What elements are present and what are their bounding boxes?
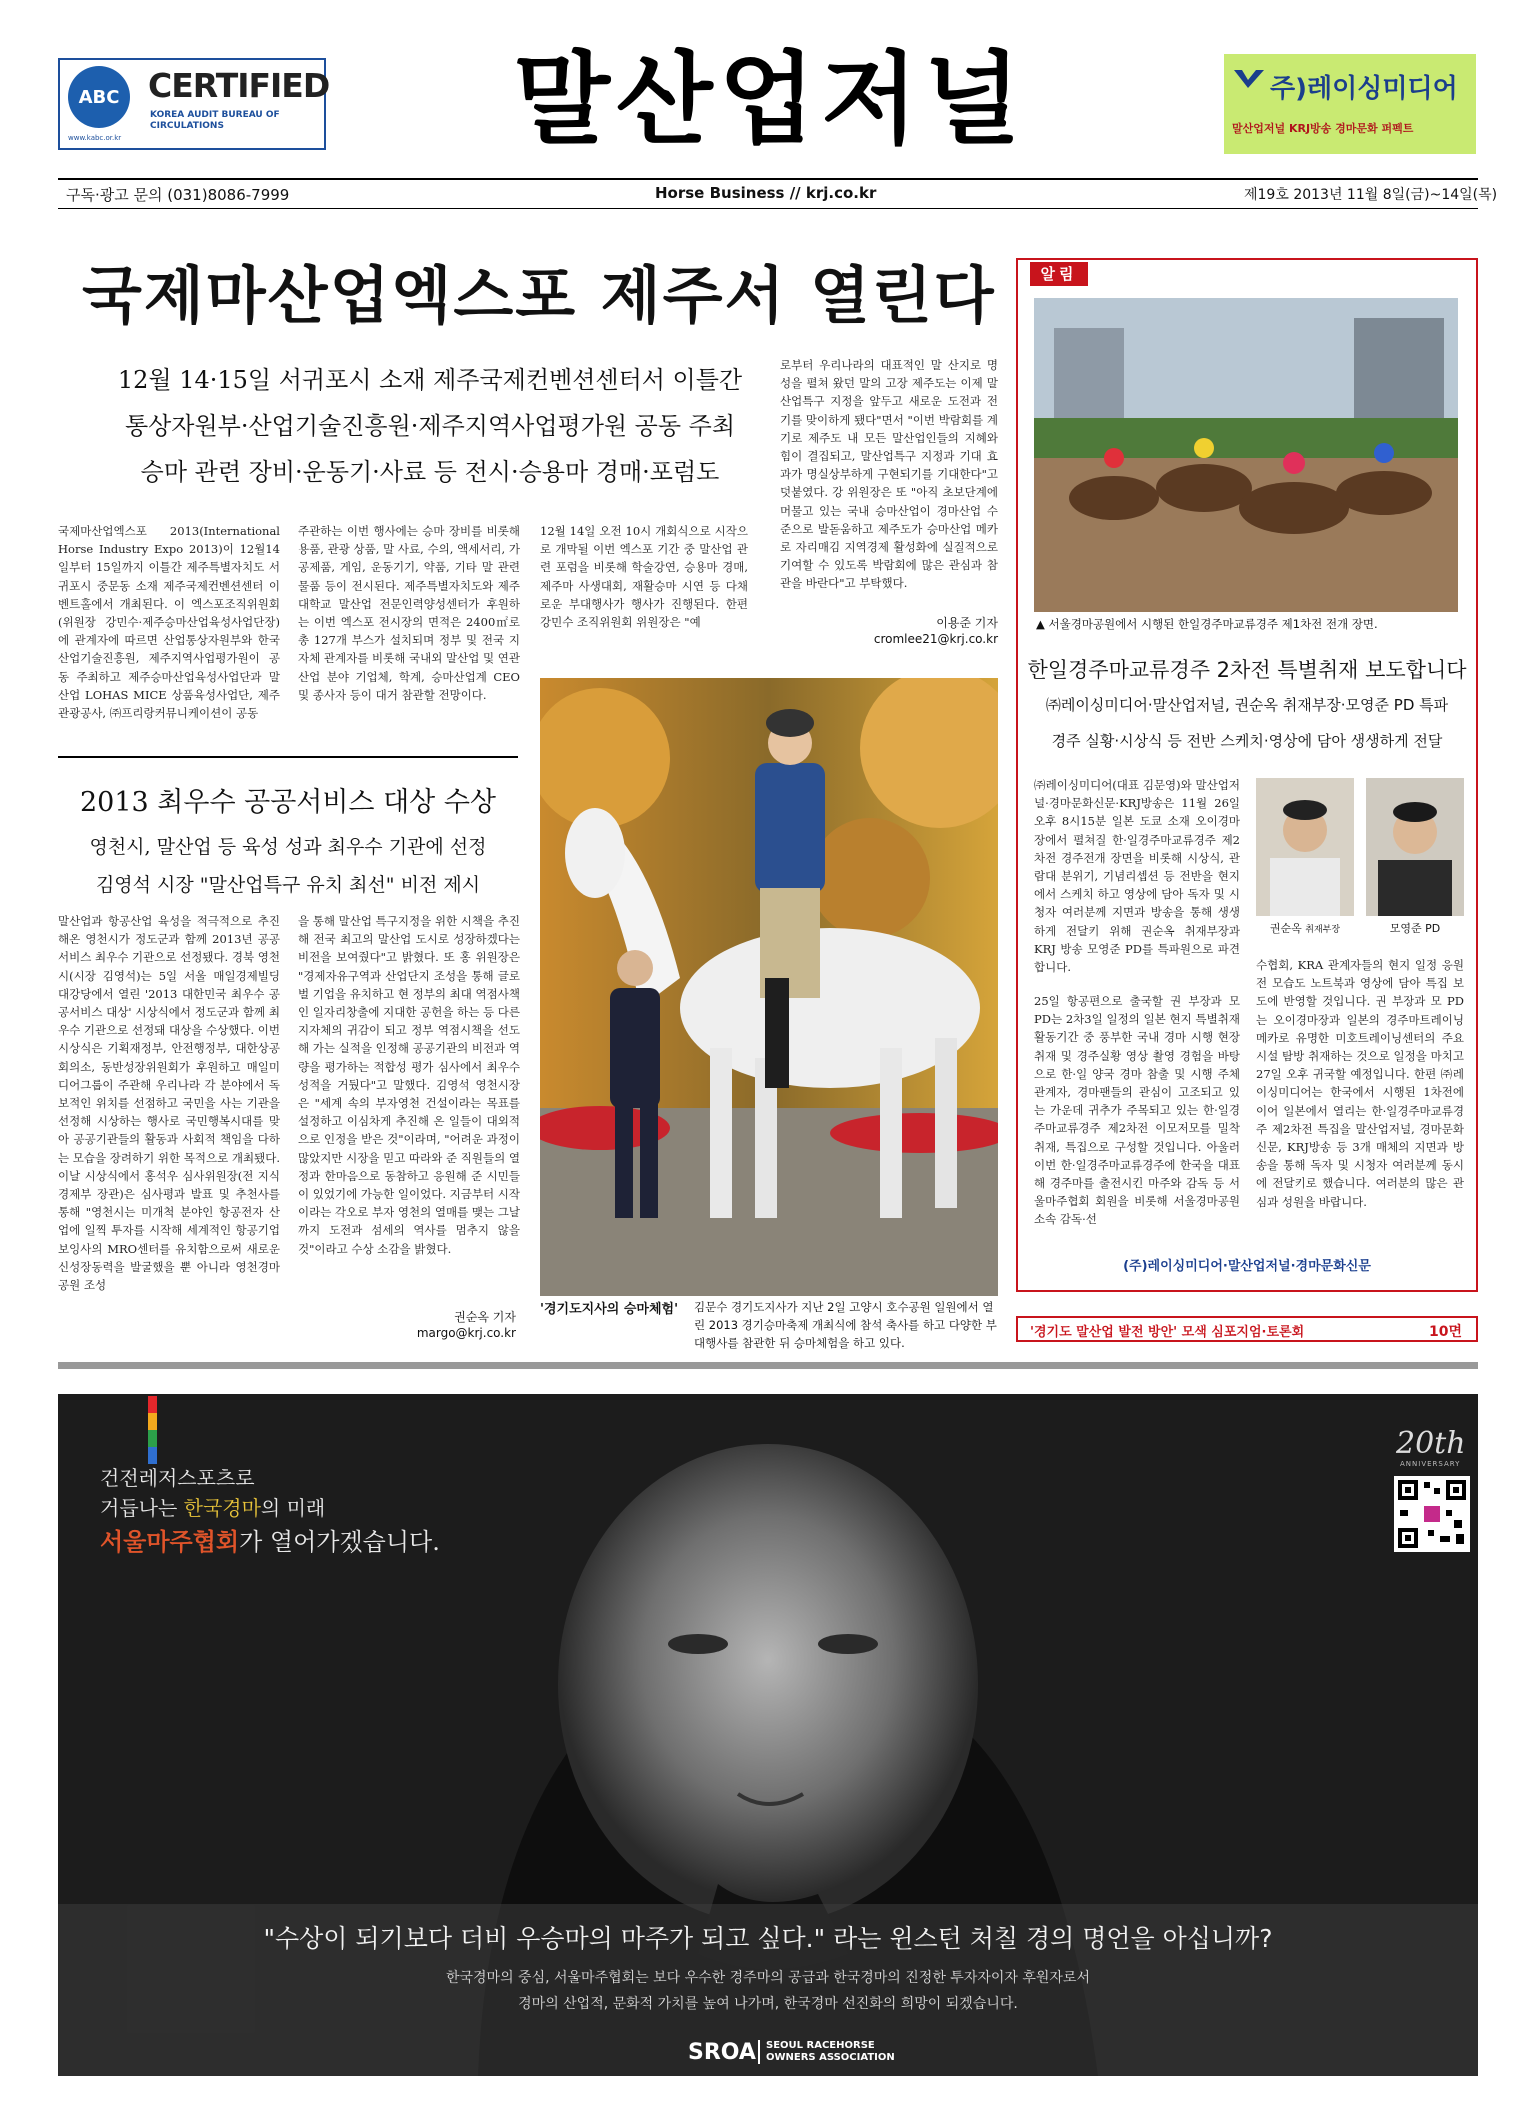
abc-url: www.kabc.or.kr xyxy=(68,134,122,142)
sroa-name-line2: OWNERS ASSOCIATION xyxy=(766,2052,895,2063)
racing-media-mark-icon xyxy=(1232,66,1266,94)
color-stripe xyxy=(148,1396,157,1464)
anniversary-mark: 20th xyxy=(1396,1426,1466,1461)
site-link[interactable]: Horse Business // krj.co.kr xyxy=(655,184,877,202)
notice-tag: 알림 xyxy=(1030,262,1088,286)
ad-tagline-1: 건전레저스포츠로 xyxy=(100,1466,255,1490)
notice-body-col2: 수협회, KRA 관계자들의 현지 일정 응원전 모습도 노트북과 영상에 담아 특집 보도에 반영할 것입니다. 권 부장과 모 PD는 오이경마장과 일본의 경주마트레이닝 메카로 유명한 미호트레이닝센터의 주요 시설 탐방 취재하는 것으로 일정을 마치고 27일 오후 귀국할 예정입니다. 한편 ㈜레이싱미디어는 한국에서 시행된 1차전에 이어 일본에서 열리는 한·일경주마교류경주 제2차전 특집을 말산업저널, 경마문화신문, KRJ방송 등 3개 매체의 지면과 방송을 통해 독자 및 시청자 여러분께 동시에 전달키로 했습니다. 여러분의 많은 관심과 성원을 바랍니다. xyxy=(1256,958,1464,1209)
lead-byline-name: 이용준 기자 xyxy=(936,616,998,630)
horse-race-photo xyxy=(1034,298,1458,612)
pd-portrait xyxy=(1366,778,1464,916)
sroa-advertisement xyxy=(58,1394,1478,2076)
page-reference-number: 10면 xyxy=(1428,1324,1462,1340)
notice-title: 한일경주마교류경주 2차전 특별취재 보도합니다 xyxy=(1027,658,1467,682)
story2-subhead: 김영석 시장 "말산업특구 유치 최선" 비전 제시 xyxy=(95,874,481,896)
abc-subtitle: KOREA AUDIT BUREAU OF CIRCULATIONS xyxy=(150,110,280,131)
lead-body-col3: 12월 14일 오전 10시 개회식으로 시작으로 개막될 이번 엑스포 기간 중 말산업 관련 포럼을 비롯해 학술강연, 승용마 경매, 제주마 사생대회, 재활승마 시연 등 다채로운 부대행사가 행사가 진행된다. 한편 강민수 조직위원회 위원장은 "예 xyxy=(540,524,748,630)
ad-quote: "수상이 되기보다 더비 우승마의 마주가 되고 싶다." 라는 윈스턴 처칠 경의 명언을 아십니까? xyxy=(263,1924,1273,1953)
lead-byline-email[interactable]: cromlee21@krj.co.kr xyxy=(873,632,998,646)
ad-separator xyxy=(58,1362,1478,1369)
notice-signoff: (주)레이싱미디어·말산업저널·경마문화신문 xyxy=(1123,1259,1371,1274)
ad-tagline-3-highlight: 서울마주협회 xyxy=(100,1527,240,1556)
photo-caption: 김문수 경기도지사가 지난 2일 고양시 호수공원 일원에서 열린 2013 경기승마축제 개최식에 참석 축사를 하고 다양한 부대행사를 참관한 뒤 승마체험을 하고 있다. xyxy=(694,1300,997,1350)
lead-body-col1: 국제마산업엑스포 2013(International Horse Industry Expo 2013)이 12월14일부터 15일까지 이틀간 제주특별자치도 서귀포시 중문동 소재 제주국제컨벤션센터 이벤트홀에서 개최된다. 이 엑스포조직위원회(위원장 강민수·제주승마산업육성사업단장)에 관계자에 따르면 산업통상자원부와 한국산업기술진흥원, 제주지역사업평가원이 공동 주최하고 제주승마산업육성사업단과 말산업 LOHAS MICE 상품육성사업단, 제주관광공사, ㈜프리랑커뮤니케이션이 공동 xyxy=(58,524,280,721)
ad-tagline-3 xyxy=(100,1522,440,1557)
subscription-contact: 구독·광고 문의 (031)8086-7999 xyxy=(66,186,290,204)
photo-caption-label: '경기도지사의 승마체험' xyxy=(540,1302,679,1317)
ad-tagline-2 xyxy=(100,1492,325,1521)
governor-horse-riding-photo xyxy=(540,678,998,1296)
newspaper-title: 말산업저널 xyxy=(513,41,1027,158)
notice-body-col1: 25일 항공편으로 출국할 권 부장과 모 PD는 2차3일 일정의 일본 현지 특별취재 활동기간 중 풍부한 국내 경마 시행 현장 취재 및 경주실황 영상 촬영 경험을 바탕으로 한·일 양국 경마 참출 및 시행 주체 관계자, 경마팬들의 관심이 고조되고 있는 가운데 귀추가 주목되고 있는 한·일경주마교류경주 제2차전 이모저모를 밀착 취재, 특집으로 구성할 것입니다. 아울러 이번 한·일경주마교류경주에 한국을 대표해 경주마를 출전시킨 마주와 감독 등 서울마주협회 회원을 비롯해 서울경마공원 소속 감독·선 xyxy=(1034,994,1240,1227)
lead-headline: 국제마산업엑스포 제주서 열린다 xyxy=(82,259,996,332)
story2-headline: 2013 최우수 공공서비스 대상 수상 xyxy=(79,787,497,818)
ad-tagline-2-post: 의 미래 xyxy=(260,1496,326,1520)
sroa-logo: SROA xyxy=(688,2040,756,2065)
notice-subhead: 경주 실황·시상식 등 전반 스케치·영상에 담아 생생하게 전달 xyxy=(1051,732,1443,750)
story2-body-col1: 말산업과 항공산업 육성을 적극적으로 추진해온 영천시가 정도군과 함께 2013년 공공서비스 최우수 기관으로 선정됐다. 경북 영천시(시장 김영석)는 5일 서울 매일경제빌딩 대강당에서 열린 '2013 대한민국 최우수 공공서비스 대상' 시상식에서 정도군과 함께 최우수 기관으로 선정돼 대상을 수상했다. 이번 시상식은 기획재정부, 안전행정부, 대한상공회의소, 동반성장위원회가 후원하고 매일미디어그룹이 주관해 우리나라 각 분야에서 독보적인 위치를 선점하고 국민을 사는 기관을 선정해 시상하는 행사로 국민행복시대를 맞아 공공기관들의 활동과 사회적 책임을 다하는 모습을 장려하기 위한 목적으로 개최됐다. 이날 시상식에서 홍석우 심사위원장(전 지식경제부 장관)은 심사평과 발표 및 추천사를 통해 "영천시는 미개척 분야인 항공전자 산업에 일찍 투자를 시작해 세계적인 항공기업 보잉사의 MRO센터를 유치함으로써 새로운 신성장동력을 발굴했을 뿐 아니라 영천경마공원 조성 xyxy=(58,914,280,1293)
ad-tagline-3-post: 가 열어가겠습니다. xyxy=(239,1528,440,1556)
racing-media-logo xyxy=(1224,54,1476,154)
lead-subhead: 승마 관련 장비·운동기·사료 등 전시·승용마 경매·포럼도 xyxy=(140,458,720,486)
story2-byline-email[interactable]: margo@krj.co.kr xyxy=(416,1326,516,1340)
abc-certified-logo xyxy=(58,58,330,150)
qr-code-icon[interactable] xyxy=(1394,1476,1470,1552)
lead-body-col4: 로부터 우리나라의 대표적인 말 산지로 명성을 펼쳐 왔던 말의 고장 제주도는 이제 말산업특구 지정을 앞두고 새로운 도전과 전기를 맞이하게 됐다"면서 "이번 박람회를 계기로 제주도 내 모든 말산업인들의 지혜와 힘이 결집되고, 말산업특구 지정과 기대 효과가 명실상부하게 구현되기를 기대한다"고 덧붙였다. 강 위원장은 또 "아직 초보단계에 머물고 있는 국내 승마산업이 경마산업 수준으로 발돋움하고 제주도가 승마산업 메카로 자리매김 지역경제 활성화에 실질적으로 기여할 수 있도록 박람회에 많은 관심과 참관을 바란다"고 부탁했다. xyxy=(780,358,998,591)
notice-subhead: ㈜레이싱미디어·말산업저널, 권순옥 취재부장·모영준 PD 특파 xyxy=(1045,696,1449,714)
ad-tagline-2-highlight: 한국경마 xyxy=(183,1496,261,1520)
info-bar-bottom-rule xyxy=(58,208,1478,209)
portrait1-role: 취재부장 xyxy=(1305,925,1341,935)
ad-tagline-2-pre: 거듭나는 xyxy=(100,1496,184,1520)
race-photo-caption: ▲ 서울경마공원에서 시행된 한일경주마교류경주 제1차전 전개 장면. xyxy=(1036,617,1378,631)
racing-media-sub: 말산업저널 KRJ방송 경마문화 퍼펙트 xyxy=(1232,122,1414,135)
sroa-full-name xyxy=(758,2040,895,2064)
story2-byline-name: 권순옥 기자 xyxy=(454,1310,516,1324)
abc-certified-text: CERTIFIED xyxy=(148,66,330,105)
reporter-portrait xyxy=(1256,778,1354,916)
sroa-name-line1: SEOUL RACEHORSE xyxy=(766,2040,875,2051)
lead-subhead: 12월 14·15일 서귀포시 소재 제주국제컨벤션센터서 이틀간 xyxy=(117,366,743,394)
story2-body-col2: 을 통해 말산업 특구지정을 위한 시책을 추진해 전국 최고의 말산업 도시로 성장하겠다는 비전을 보여줬다"고 밝혔다. 또 홍 위원장은 "경제자유구역과 산업단지 조성을 통해 글로벌 기업을 유치하고 현 정부의 최대 역점사책인 일자리창출에 지대한 공헌을 하는 등 다른 지자체의 귀감이 되고 정부 역점시책을 선도해 가는 실적을 인정해 공공기관의 비전과 역량을 평가하는 적합성 평가 심사에서 최우수 성적을 거뒀다"고 말했다. 김영석 영천시장은 "세계 속의 부자영천 건설이라는 목표를 설정하고 이심차게 추진해 온 일들이 대외적으로 인정을 받은 것"이라며, "어려운 과정이 많았지만 시장을 믿고 따라와 준 직원들의 열정과 한마음으로 동참하고 응원해 준 시민들이 있었기에 가능한 일이었다. 지금부터 시작이라는 각오로 부자 영천의 열매를 맺는 그날까지 도전과 섬세의 역사를 멈추지 않을 것"이라고 수상 소감을 밝혔다. xyxy=(298,914,520,1256)
ad-body-line2: 경마의 산업적, 문화적 가치를 높여 나가며, 한국경마 선진화의 희망이 되겠습니다. xyxy=(518,1996,1018,2012)
page-reference-box[interactable] xyxy=(1016,1316,1478,1342)
portrait2-caption: 모영준 PD xyxy=(1389,922,1441,935)
racing-media-name: 주)레이싱미디어 xyxy=(1270,74,1458,104)
section-rule xyxy=(58,756,518,758)
info-bar-top-rule xyxy=(58,178,1478,180)
anniversary-sub: ANNIVERSARY xyxy=(1400,1460,1461,1468)
lead-body-col2: 주관하는 이번 행사에는 승마 장비를 비롯해 용품, 관광 상품, 말 사료, 수의, 액세서리, 가공제품, 게임, 운동기기, 약품, 기타 말 관련 물품 등이 전시된다. 제주특별자치도와 제주대학교 말산업 전문인력양성센터가 후원하는 이번 엑스포 전시장의 면적은 2400㎡로 총 127개 부스가 설치되며 정부 및 전국 지자체 관계자를 비롯해 국내외 말산업 및 연관 산업 분야 기업체, 학계, 승마산업계 CEO 및 종사자 등이 대거 참관할 전망이다. xyxy=(298,524,520,702)
story2-subhead: 영천시, 말산업 등 육성 성과 최우수 기관에 선정 xyxy=(89,836,487,858)
lead-subhead: 통상자원부·산업기술진흥원·제주지역사업평가원 공동 주최 xyxy=(124,412,736,440)
page-reference-text: '경기도 말산업 발전 방안' 모색 심포지엄·토론회 xyxy=(1030,1325,1305,1340)
abc-circle-logo: ABC xyxy=(68,66,130,128)
portrait1-caption xyxy=(1256,920,1354,936)
notice-body-top: ㈜레이싱미디어(대표 김문영)와 말산업저널·경마문화신문·KRJ방송은 11월 26일 오후 8시15분 일본 도쿄 소재 오이경마장에서 펼쳐질 한·일경주마교류경주 제2차전 경주전개 장면을 비롯해 시상식, 관람대 분위기, 기념리셉션 등 전반을 현지에서 스케치 하고 영상에 담아 독자 및 시청자 여러분께 지면과 방송을 통해 생생하게 전달키 위해 권순옥 취재부장과 KRJ 방송 모영준 PD를 특파원으로 파견합니다. xyxy=(1034,778,1240,975)
ad-body-line1: 한국경마의 중심, 서울마주협회는 보다 우수한 경주마의 공급과 한국경마의 진정한 투자자이자 후원자로서 xyxy=(445,1970,1090,1986)
portrait1-name: 권순옥 xyxy=(1269,922,1302,935)
issue-date: 제19호 2013년 11월 8일(금)~14일(목) xyxy=(1244,187,1498,203)
